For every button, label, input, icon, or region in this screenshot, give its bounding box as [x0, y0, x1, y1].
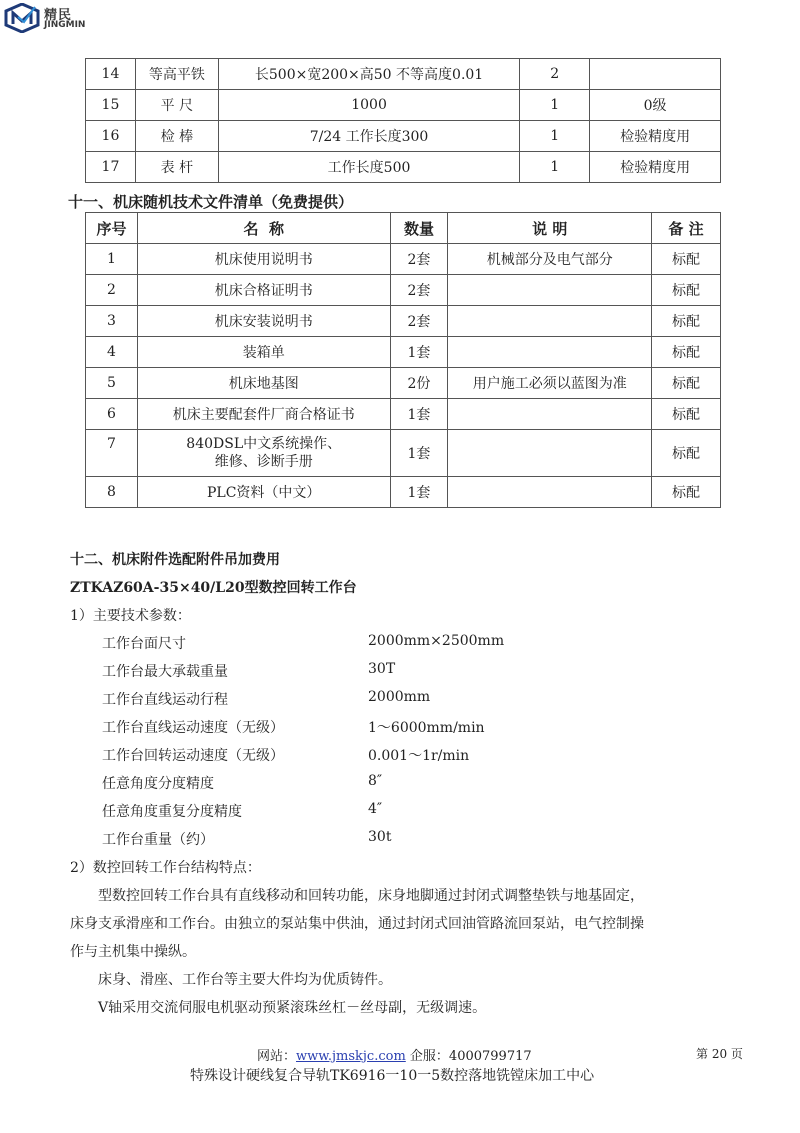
param-row [102, 689, 431, 709]
documents-table [85, 212, 721, 508]
param-key: 工作台直线运动速度（无级） [102, 720, 284, 736]
param-row [102, 801, 383, 821]
param-key: 任意角度重复分度精度 [102, 804, 242, 820]
feature-paragraph-line: 作与主机集中操纵。 [70, 944, 196, 960]
cell-qty: 2 [520, 59, 590, 90]
feature-paragraph-line: 型数控回转工作台具有直线移动和回转功能，床身地脚通过封闭式调整垫铁与地基固定， [98, 888, 644, 904]
param-row [102, 773, 383, 793]
page-number: 第 20 页 [696, 1047, 743, 1061]
cell-no: 15 [86, 90, 136, 121]
feature-paragraph: V轴采用交流伺服电机驱动预紧滚珠丝杠－丝母副，无级调速。 [98, 1000, 487, 1016]
cell-desc: 机械部分及电气部分 [448, 244, 652, 275]
table-row [86, 399, 721, 430]
cell-qty: 1 [520, 90, 590, 121]
cell-note: 标配 [652, 477, 721, 508]
cell-name: 等高平铁 [135, 59, 218, 90]
cell-note [590, 59, 721, 90]
cell-qty: 1套 [390, 430, 448, 477]
website-label: 网站： [257, 1049, 297, 1064]
logo-text-cn: 精民 [44, 8, 73, 23]
cell-name: 机床地基图 [137, 368, 390, 399]
cell-name: 平 尺 [135, 90, 218, 121]
cell-qty: 1套 [390, 477, 448, 508]
section-11-title: 十一、机床随机技术文件清单（免费提供） [68, 193, 354, 211]
cell-note: 标配 [652, 275, 721, 306]
cell-no: 5 [86, 368, 138, 399]
cell-note: 标配 [652, 430, 721, 477]
param-value: 1～6000mm/min [368, 720, 485, 736]
param-row [102, 661, 396, 681]
cell-note: 检验精度用 [590, 121, 721, 152]
param-value: 30t [368, 829, 392, 845]
param-value: 0.001～1r/min [368, 748, 470, 764]
table-row [86, 275, 721, 306]
header-no: 序号 [86, 213, 138, 244]
table-row [86, 121, 721, 152]
cell-no: 17 [86, 152, 136, 183]
table-row [86, 59, 721, 90]
cell-desc [448, 337, 652, 368]
cell-name: PLC资料（中文） [137, 477, 390, 508]
table-row [86, 477, 721, 508]
subheading-params: 1）主要技术参数： [70, 608, 191, 624]
header-qty: 数量 [390, 213, 448, 244]
cell-desc [448, 306, 652, 337]
param-value: 30T [368, 661, 396, 677]
table-header-row [86, 213, 721, 244]
cell-name: 表 杆 [135, 152, 218, 183]
feature-paragraph-line: 床身支承滑座和工作台。由独立的泵站集中供油，通过封闭式回油管路流回泵站，电气控制操 [70, 916, 644, 932]
cell-name: 机床使用说明书 [137, 244, 390, 275]
cell-name: 机床合格证明书 [137, 275, 390, 306]
footer-contact [257, 1045, 532, 1064]
cell-qty: 1 [520, 152, 590, 183]
cell-spec: 长500×宽200×高50 不等高度0.01 [218, 59, 520, 90]
website-link[interactable]: www.jmskjc.com [296, 1049, 406, 1064]
model-title: ZTKAZ60A-35×40/L20型数控回转工作台 [70, 580, 357, 596]
cell-spec: 7/24 工作长度300 [218, 121, 520, 152]
cell-note: 检验精度用 [590, 152, 721, 183]
tools-table [85, 58, 721, 183]
cell-name-line2: 维修、诊断手册 [214, 454, 313, 470]
cell-no: 3 [86, 306, 138, 337]
cell-qty: 1套 [390, 399, 448, 430]
cell-spec: 工作长度500 [218, 152, 520, 183]
cell-desc [448, 430, 652, 477]
cell-no: 8 [86, 477, 138, 508]
table-row [86, 306, 721, 337]
cell-no: 7 [86, 430, 138, 477]
cell-note: 标配 [652, 244, 721, 275]
param-value: 2000mm×2500mm [368, 633, 505, 649]
cell-qty: 1 [520, 121, 590, 152]
param-row [102, 829, 392, 849]
logo-text-en: JINGMIN [44, 20, 86, 30]
cell-name: 机床主要配套件厂商合格证书 [137, 399, 390, 430]
service-phone: 企服：4000799717 [409, 1049, 532, 1064]
cell-name [137, 430, 390, 477]
param-key: 工作台重量（约） [102, 832, 214, 848]
cell-qty: 1套 [390, 337, 448, 368]
cell-no: 1 [86, 244, 138, 275]
subheading-features: 2）数控回转工作台结构特点： [70, 860, 261, 876]
cell-note: 标配 [652, 399, 721, 430]
cell-name: 装箱单 [137, 337, 390, 368]
param-key: 工作台面尺寸 [102, 636, 186, 652]
cell-desc: 用户施工必须以蓝图为准 [448, 368, 652, 399]
cell-name-line1: 840DSL中文系统操作、 [186, 436, 342, 452]
cell-spec: 1000 [218, 90, 520, 121]
param-key: 任意角度分度精度 [102, 776, 214, 792]
cell-desc [448, 399, 652, 430]
logo-hexagon-icon [4, 3, 40, 33]
cell-no: 2 [86, 275, 138, 306]
header-name: 名 称 [137, 213, 390, 244]
cell-desc [448, 275, 652, 306]
cell-qty: 2套 [390, 244, 448, 275]
cell-note: 标配 [652, 337, 721, 368]
cell-name: 检 棒 [135, 121, 218, 152]
document-title: 特殊设计硬线复合导轨TK6916一10一5数控落地铣镗床加工中心 [190, 1068, 595, 1084]
cell-qty: 2份 [390, 368, 448, 399]
param-key: 工作台直线运动行程 [102, 692, 228, 708]
company-logo [4, 3, 104, 33]
table-row [86, 368, 721, 399]
cell-note: 标配 [652, 306, 721, 337]
param-key: 工作台回转运动速度（无级） [102, 748, 284, 764]
header-desc: 说 明 [448, 213, 652, 244]
cell-desc [448, 477, 652, 508]
table-row [86, 152, 721, 183]
cell-qty: 2套 [390, 306, 448, 337]
param-value: 2000mm [368, 689, 431, 705]
cell-no: 16 [86, 121, 136, 152]
param-row [102, 745, 470, 765]
cell-qty: 2套 [390, 275, 448, 306]
table-row [86, 337, 721, 368]
param-value: 4″ [368, 801, 383, 817]
table-row [86, 244, 721, 275]
cell-no: 6 [86, 399, 138, 430]
table-row [86, 90, 721, 121]
cell-no: 14 [86, 59, 136, 90]
header-note: 备 注 [652, 213, 721, 244]
cell-note: 0级 [590, 90, 721, 121]
section-12-title: 十二、机床附件选配附件吊加费用 [70, 552, 280, 568]
param-row [102, 717, 485, 737]
cell-name: 机床安装说明书 [137, 306, 390, 337]
param-row [102, 633, 505, 653]
table-row [86, 430, 721, 477]
feature-paragraph: 床身、滑座、工作台等主要大件均为优质铸件。 [98, 972, 392, 988]
param-value: 8″ [368, 773, 383, 789]
param-key: 工作台最大承载重量 [102, 664, 228, 680]
cell-note: 标配 [652, 368, 721, 399]
cell-no: 4 [86, 337, 138, 368]
